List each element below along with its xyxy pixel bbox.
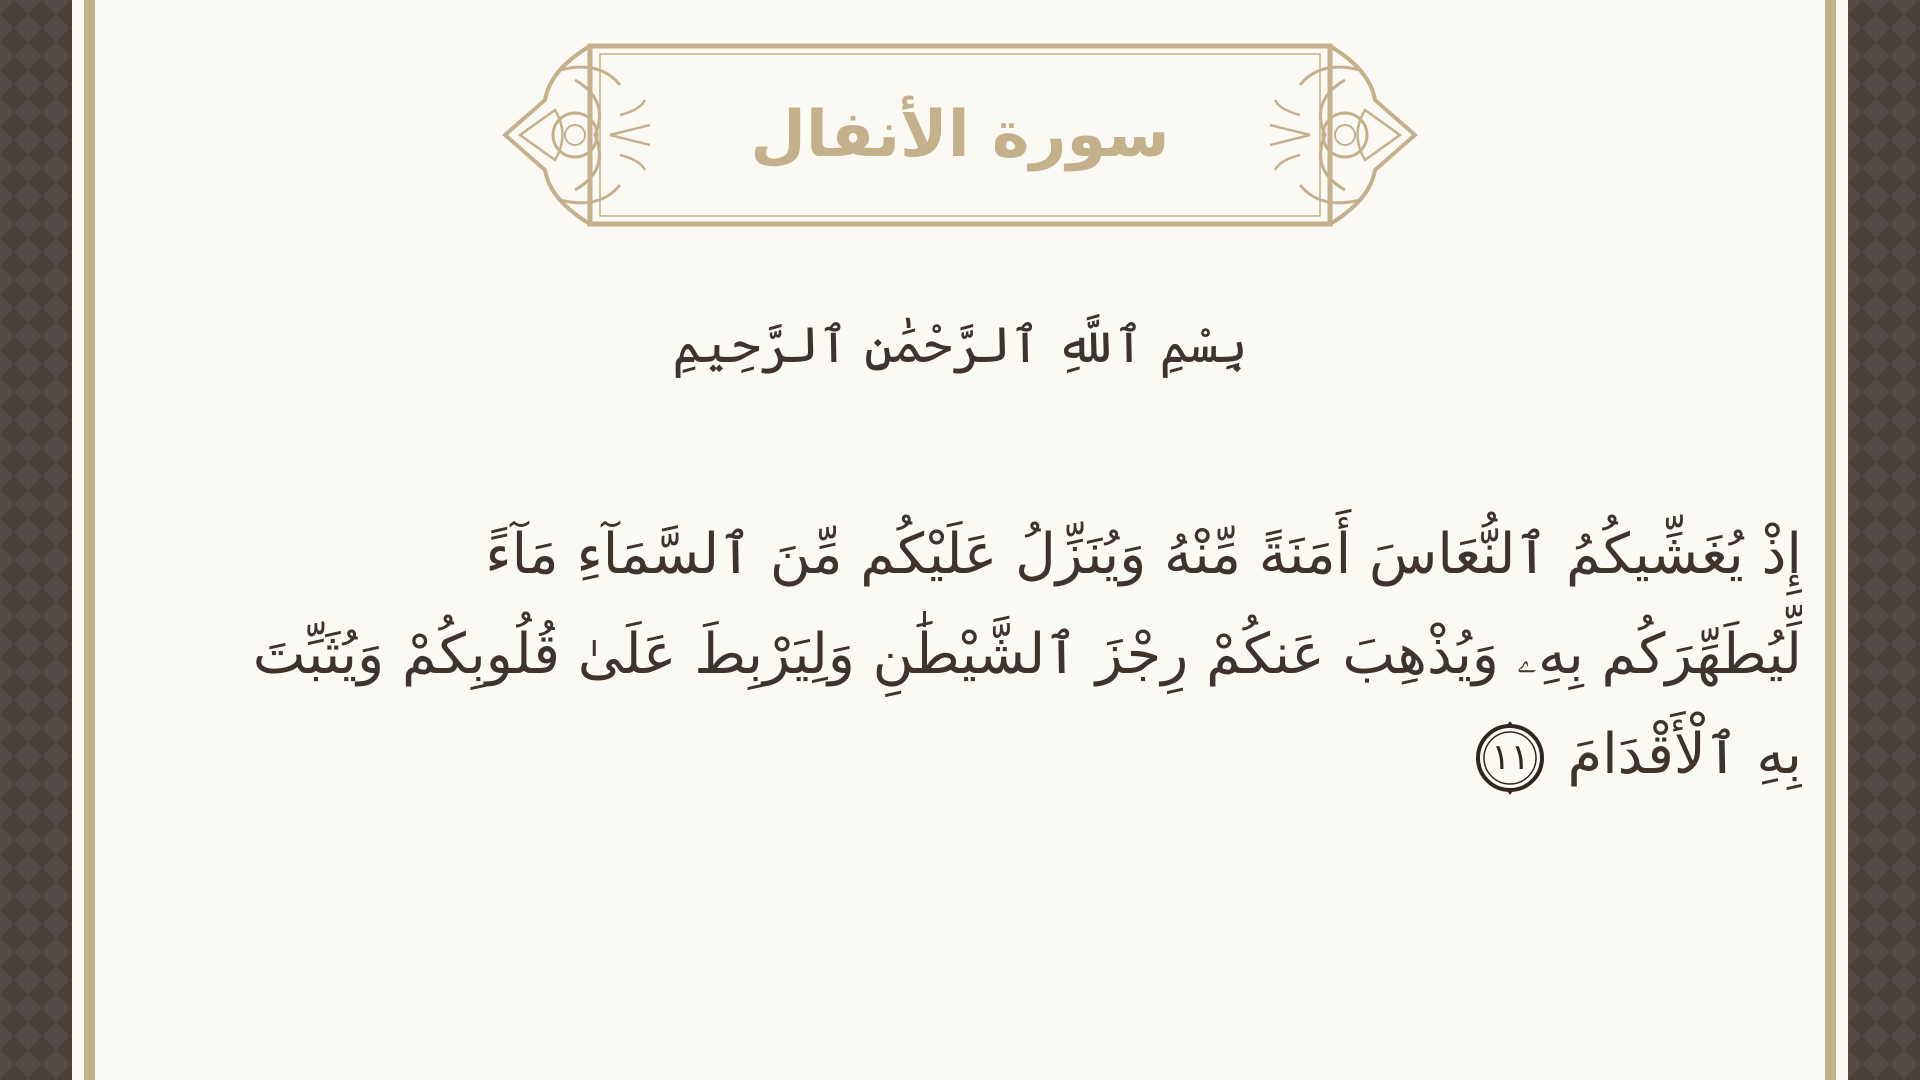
verse-line-last bbox=[130, 705, 1802, 805]
basmala: بِسْمِ ٱللَّهِ ٱلرَّحْمَٰنِ ٱلرَّحِيمِ bbox=[672, 316, 1248, 374]
surah-title-frame bbox=[500, 40, 1420, 230]
verse-line: إِذْ يُغَشِّيكُمُ ٱلنُّعَاسَ أَمَنَةً مِّنْهُ وَيُنَزِّلُ عَلَيْكُم مِّنَ ٱلسَّمَآءِ مَآءً bbox=[485, 522, 1802, 587]
right-gold-rule bbox=[1825, 0, 1836, 1080]
verse-line: لِّيُطَهِّرَكُم بِهِۦ وَيُذْهِبَ عَنكُمْ رِجْزَ ٱلشَّيْطَٰنِ وَلِيَرْبِطَ عَلَىٰ قُلُوبِكُمْ وَيُثَبِّتَ bbox=[252, 622, 1802, 687]
ayah-number: ١١ bbox=[1491, 736, 1530, 778]
ayah-end-marker-icon bbox=[1471, 719, 1549, 797]
right-decorative-border bbox=[1848, 0, 1920, 1080]
left-decorative-border bbox=[0, 0, 72, 1080]
left-gold-rule bbox=[84, 0, 95, 1080]
surah-title: سورة الأنفال bbox=[750, 98, 1170, 172]
verse-line-text: بِهِ ٱلْأَقْدَامَ bbox=[1567, 722, 1802, 787]
verse-text bbox=[130, 505, 1802, 885]
